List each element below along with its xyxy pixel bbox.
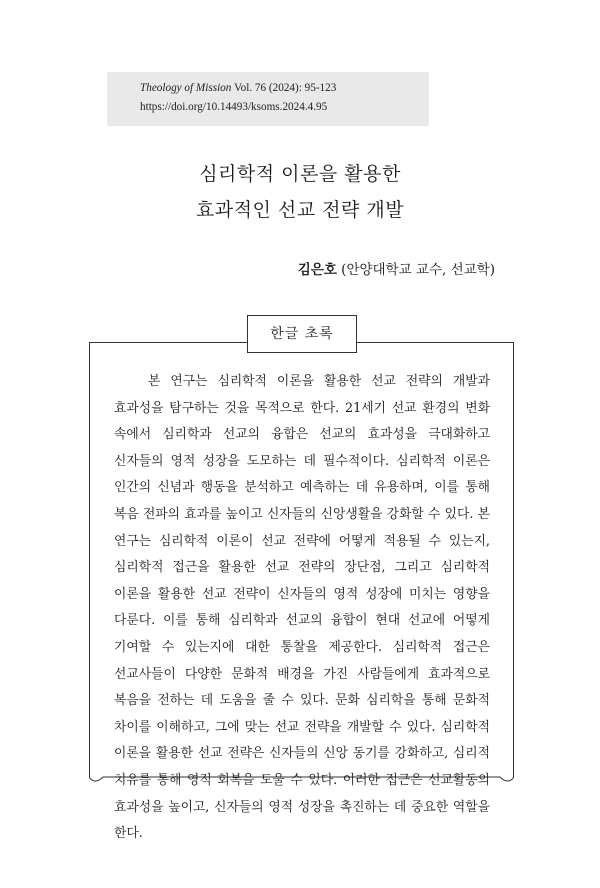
doi-link[interactable]: https://doi.org/10.14493/ksoms.2024.4.95 — [140, 101, 328, 113]
abstract-text: 본 연구는 심리학적 이론을 활용한 선교 전략의 개발과 효과성을 탐구하는 것을 목적으로 한다. 21세기 선교 환경의 변화 속에서 심리학과 선교의 융합은 선교의 효과성을 극대화하고 신자들의 영적 성장을 도모하는 데 필수적이다. 심리학적 이론은 인간의 신념과 행동을 분석하고 예측하는 데 유용하며, 이를 통해 복음 전파의 효과를 높이고 신자들의 신앙생활을 강화할 수 있다. 본 연구는 심리학적 이론이 선교 전략에 어떻게 적용될 수 있는지, 심리학적 접근을 활용한 선교 전략의 장단점, 그리고 심리학적 이론을 활용한 선교 전략이 신자들의 영적 성장에 미치는 영향을 다룬다. 이를 통해 심리학과 선교의 융합이 현대 선교에 어떻게 기여할 수 있는지에 대한 통찰을 제공한다. 심리학적 접근은 선교사들이 다양한 문화적 배경을 가진 사람들에게 효과적으로 복음을 전하는 데 도움을 줄 수 있다. 문화 심리학을 통해 문화적 차이를 이해하고, 그에 맞는 선교 전략을 개발할 수 있다. 심리학적 이론을 활용한 선교 전략은 신자들의 신앙 동기를 강화하고, 심리적 치유를 통해 영적 회복을 도울 수 있다. 이러한 접근은 선교활동의 효과성을 높이고, 신자들의 영적 성장을 촉진하는 데 중요한 역할을 한다. — [114, 374, 490, 842]
journal-name: Theology of Mission — [140, 82, 232, 94]
author-affiliation: (안양대학교 교수, 선교학) — [341, 262, 495, 278]
author-name: 김은호 — [297, 262, 337, 278]
author-line — [298, 258, 495, 278]
journal-citation — [140, 79, 429, 98]
journal-header — [107, 72, 429, 126]
title-line-2: 효과적인 선교 전략 개발 — [195, 199, 405, 221]
journal-volume: Vol. 76 (2024): 95-123 — [233, 82, 337, 94]
paper-title — [0, 156, 600, 228]
title-line-1: 심리학적 이론을 활용한 — [199, 163, 401, 185]
abstract-label: 한글 초록 — [247, 315, 357, 353]
